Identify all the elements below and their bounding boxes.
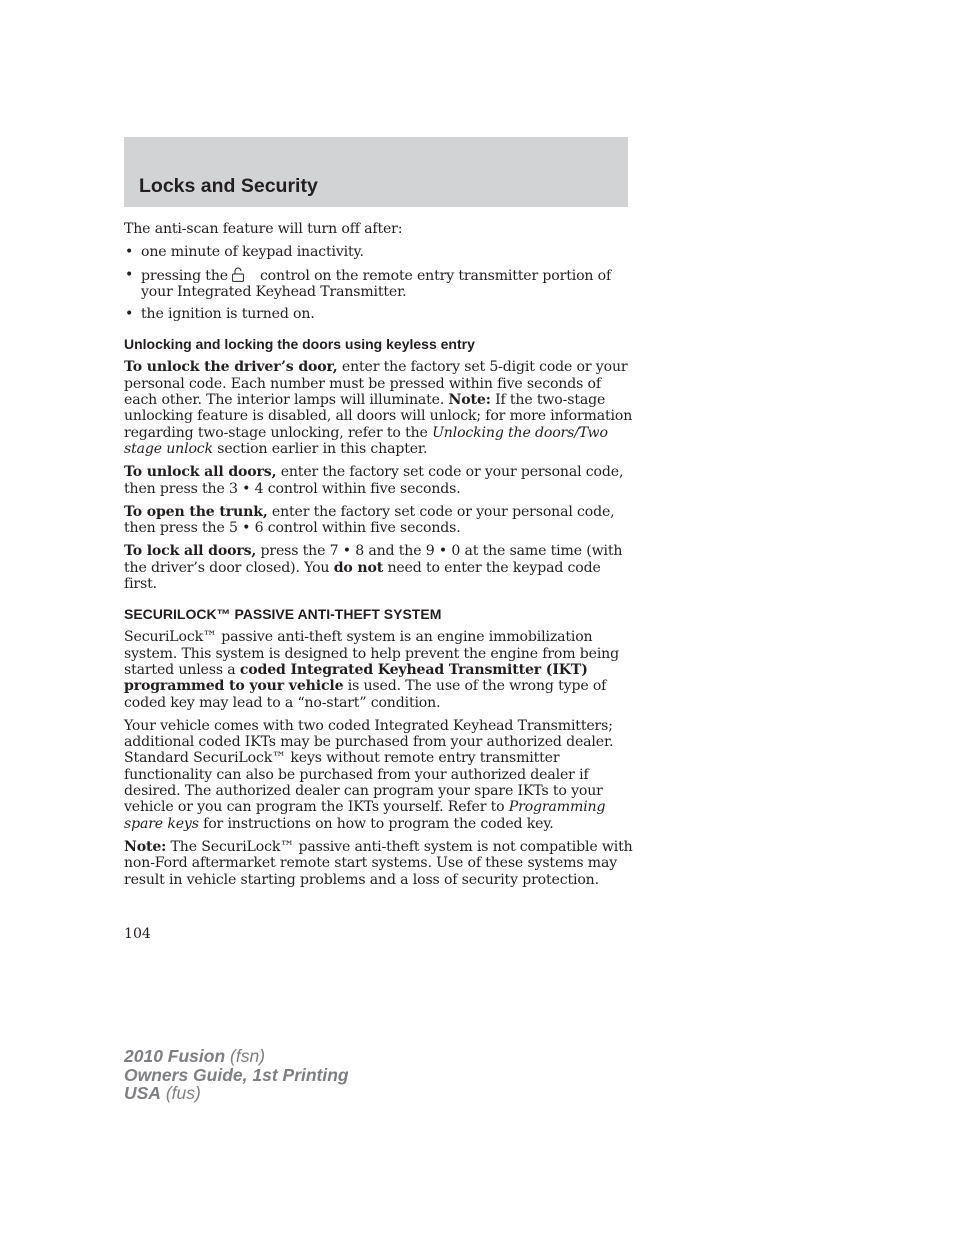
- page-number: 104: [124, 926, 151, 942]
- list-item: [124, 306, 634, 322]
- print-footer: [124, 1047, 349, 1103]
- cross-reference: Unlocking the doors/Two stage unlock: [124, 424, 608, 457]
- cross-reference: Programming spare keys: [124, 799, 606, 832]
- lead-text: To open the trunk,: [124, 503, 268, 520]
- body-text: Your vehicle comes with two coded Integrated Keyhead Transmitters; additional coded IKTs may be purchased from your authorized dealer. Standard SecuriLock™ keys without remote entry transmitter functionality can also be purchased from your authorized dealer if desired. The authorized dealer can program your spare IKTs to your vehicle or you can program the IKTs yourself. Refer to: [124, 717, 614, 816]
- list-item: [124, 267, 634, 301]
- body-text: If the two-stage unlocking feature is disabled, all doors will unlock; for more information regarding two-stage unlocking, refer to the: [124, 392, 633, 441]
- note-label: Note:: [124, 838, 167, 855]
- bullet-glyph: •: [125, 306, 134, 323]
- bullet-glyph: •: [125, 244, 134, 261]
- footer-market-code: (fus): [160, 1083, 201, 1103]
- list-item-text-post: control on the remote entry transmitter portion of your Integrated Keyhead Transmitter.: [141, 267, 612, 300]
- unlock-all-doors-paragraph: [124, 464, 634, 497]
- ikt-paragraph: [124, 718, 634, 832]
- body-text: section earlier in this chapter.: [212, 440, 428, 457]
- body-text: SecuriLock™ passive anti-theft system is an engine immobilization system. This system is designed to help prevent the engine from being started unless a: [124, 629, 619, 678]
- lead-text: To unlock all doors,: [124, 464, 277, 481]
- footer-line: [124, 1066, 349, 1085]
- lock-all-doors-paragraph: [124, 543, 634, 592]
- section-header-band: [124, 137, 628, 207]
- open-trunk-paragraph: [124, 504, 634, 537]
- emphasis-text: do not: [333, 559, 384, 576]
- body-text: is used. The use of the wrong type of coded key may lead to a “no-start” condition.: [124, 678, 607, 711]
- body-text: enter the factory set code or your personal code, then press the 3 • 4 control within five seconds.: [124, 464, 624, 497]
- footer-line: [124, 1047, 349, 1066]
- keyless-entry-heading: Unlocking and locking the doors using keyless entry: [124, 336, 475, 353]
- body-text: The SecuriLock™ passive anti-theft system is not compatible with non-Ford aftermarket remote start systems. Use of these systems may result in vehicle starting problems and a loss of security protection.: [124, 838, 633, 888]
- section-title: Locks and Security: [139, 175, 318, 197]
- securilock-heading: SECURILOCK™ PASSIVE ANTI-THEFT SYSTEM: [124, 606, 442, 623]
- body-text: enter the factory set code or your personal code, then press the 5 • 6 control within five seconds.: [124, 503, 615, 537]
- footer-line: [124, 1084, 349, 1103]
- note-label: Note:: [448, 392, 491, 409]
- list-item: [124, 244, 634, 260]
- securilock-note-paragraph: [124, 839, 634, 888]
- lead-text: To lock all doors,: [124, 543, 257, 560]
- lead-text: To unlock the driver’s door,: [124, 359, 338, 376]
- footer-model-code: (fsn): [225, 1046, 266, 1066]
- list-item-text: one minute of keypad inactivity.: [141, 244, 364, 261]
- remote-unlock-button-icon: [232, 267, 244, 282]
- page-content: [124, 221, 634, 895]
- footer-guide: Owners Guide, 1st Printing: [124, 1064, 349, 1085]
- body-text: enter the factory set 5-digit code or your personal code. Each number must be pressed within five seconds of each other. The interior lamps will illuminate.: [124, 359, 628, 409]
- body-text: need to enter the keypad code first.: [124, 559, 601, 593]
- securilock-intro-paragraph: [124, 629, 634, 710]
- anti-scan-intro: The anti-scan feature will turn off after:: [124, 221, 403, 237]
- bullet-glyph: •: [125, 266, 134, 283]
- footer-model: 2010 Fusion: [124, 1046, 226, 1066]
- list-item-text: the ignition is turned on.: [141, 306, 315, 323]
- anti-scan-list: [124, 244, 634, 322]
- unlock-driver-door-paragraph: [124, 359, 634, 457]
- list-item-text-pre: pressing the: [141, 267, 228, 284]
- body-text: for instructions on how to program the coded key.: [198, 815, 554, 832]
- footer-market: USA: [124, 1083, 161, 1103]
- body-text: press the 7 • 8 and the 9 • 0 at the same time (with the driver’s door closed). You: [124, 543, 623, 576]
- emphasis-text: coded Integrated Keyhead Transmitter (IKT) programmed to your vehicle: [124, 661, 588, 695]
